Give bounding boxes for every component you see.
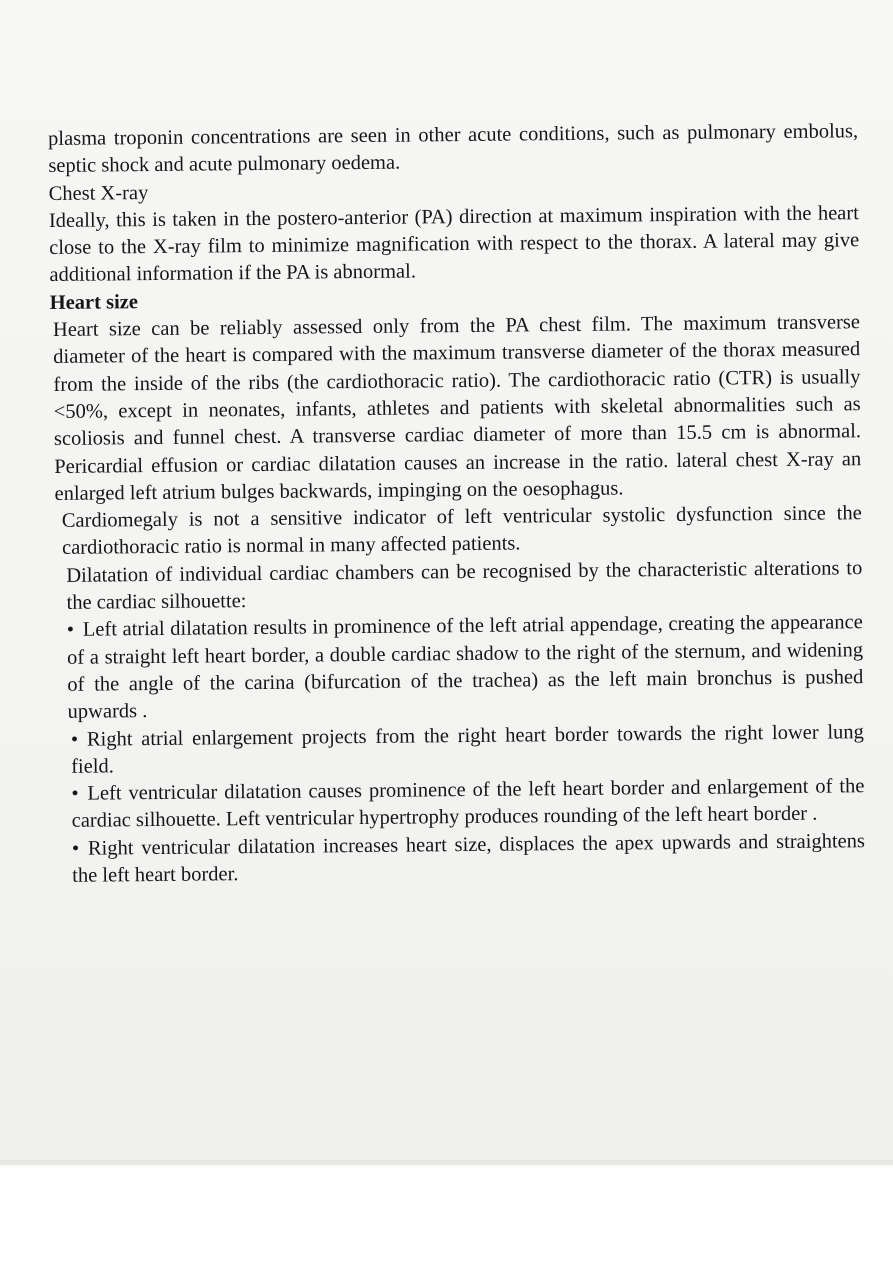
- bullet-marker: •: [71, 782, 79, 805]
- chest-xray-paragraph: Ideally, this is taken in the postero-anterior (PA) direction at maximum inspiration with the heart close to the X-ray film to minimize magnification with respect to the thorax. A lateral may give additional information if the PA is abnormal.: [48, 202, 860, 287]
- document-body: [48, 118, 865, 890]
- intro-paragraph: plasma troponin concentrations are seen in other acute conditions, such as pulmonary embolus, septic shock and acute pulmonary oedema.: [48, 120, 859, 178]
- bullet-item: [54, 773, 864, 835]
- bullet-item: [55, 828, 865, 890]
- bullet-item: [53, 610, 864, 727]
- section-label-chest-xray: Chest X-ray: [48, 181, 149, 205]
- bullet-marker: •: [66, 619, 75, 642]
- bullet-text: Right ventricular dilatation increases heart size, displaces the apex upwards and straightens the left heart border.: [72, 829, 866, 887]
- bullet-item: [54, 719, 864, 781]
- bullet-text: Left ventricular dilatation causes prominence of the left heart border and enlargement of the cardiac silhouette. Left ventricular hypertrophy produces rounding of the left heart border .: [71, 775, 865, 833]
- bullet-text: Left atrial dilatation results in prominence of the left atrial appendage, creating the appearance of a straight left heart border, a double cardiac shadow to the right of the sternum, and widening of the angle of the carina (bifurcation of the trachea) as the left main bronchus is pushed upwards .: [66, 611, 864, 724]
- bullet-marker: •: [71, 837, 80, 860]
- page-bottom-edge: [0, 1160, 893, 1168]
- cardiomegaly-paragraph: Cardiomegaly is not a sensitive indicator of left ventricular systolic dysfunction since the cardiothoracic ratio is normal in many affected patients.: [61, 502, 862, 560]
- heading-heart-size: Heart size: [49, 290, 139, 314]
- heart-size-paragraph: Heart size can be reliably assessed only from the PA chest film. The maximum transverse diameter of the heart is compared with the maximum transverse diameter of the thorax measured from the inside of the ribs (the cardiothoracic ratio). The cardiothoracic ratio (CTR) is usually <50%, except in neonates, infants, athletes and patients with skeletal abnormalities such as scoliosis and funnel chest. A transverse cardiac diameter of more than 15.5 cm is abnormal. Pericardial effusion or cardiac dilatation causes an increase in the ratio. lateral chest X-ray an enlarged left atrium bulges backwards, impinging on the oesophagus.: [52, 311, 862, 505]
- bullet-text: Right atrial enlargement projects from the right heart border towards the right lower lung field.: [71, 720, 864, 778]
- bullet-marker: •: [70, 728, 79, 751]
- dilatation-intro-paragraph: Dilatation of individual cardiac chambers can be recognised by the characteristic alterations to the cardiac silhouette:: [66, 556, 863, 614]
